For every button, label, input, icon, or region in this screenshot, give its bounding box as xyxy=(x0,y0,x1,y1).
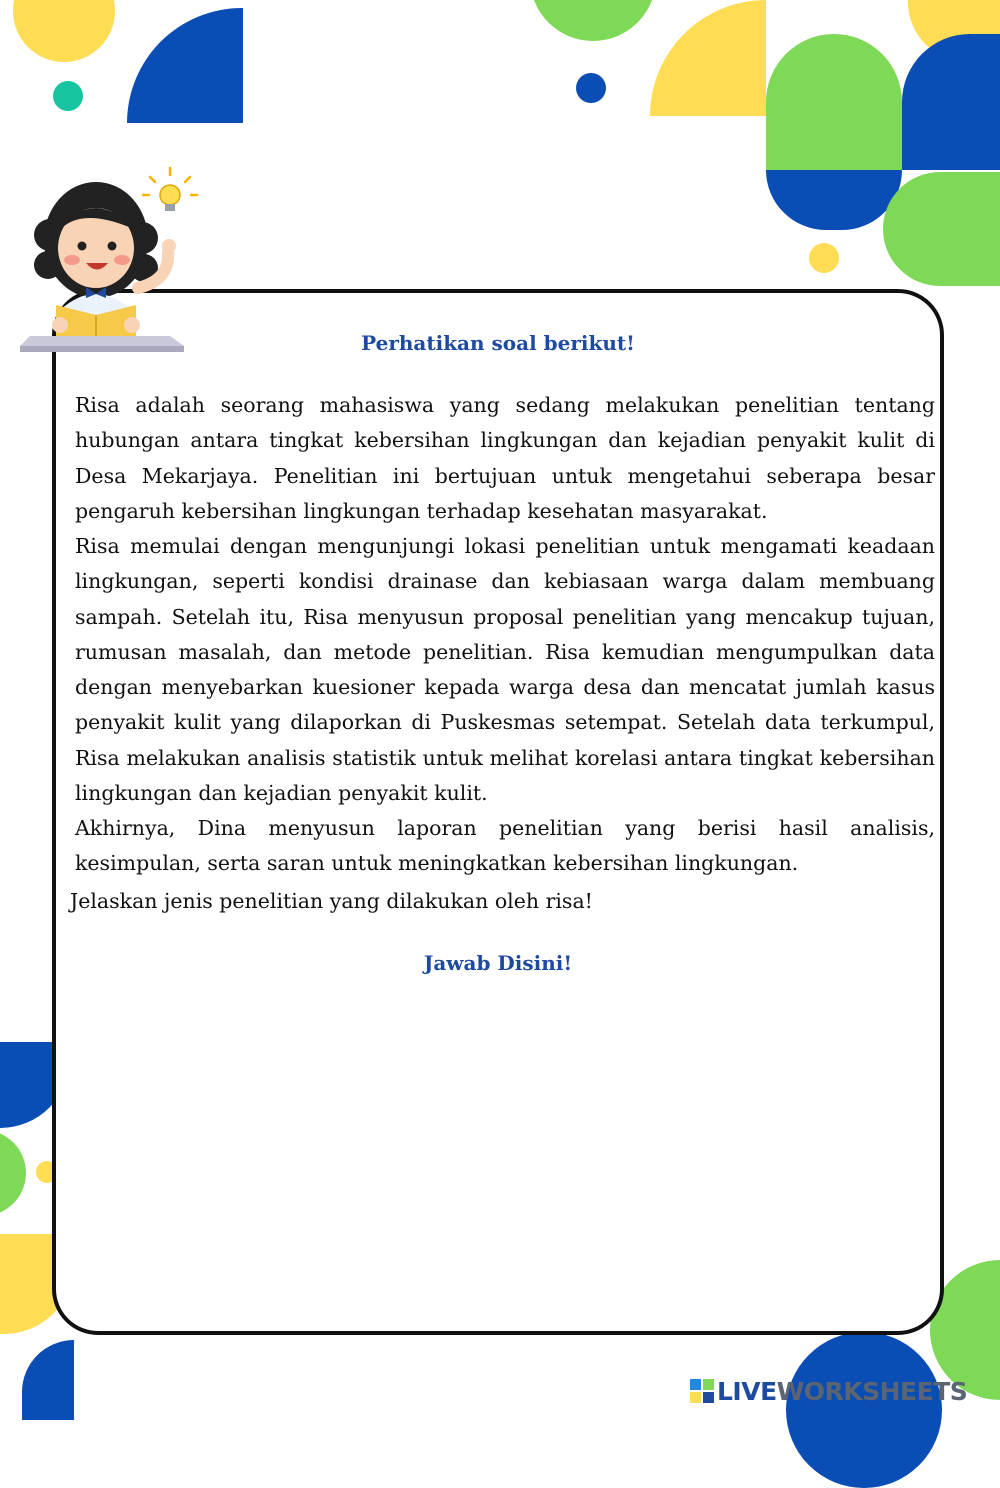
page-title: Perhatikan soal berikut! xyxy=(361,331,635,355)
decor-green-half-right xyxy=(883,172,1000,286)
story-paragraph-2: Risa memulai dengan mengunjungi lokasi penelitian untuk mengamati keadaan lingkungan, seperti kondisi drainase dan kebiasaan warga dalam membuang sampah. Setelah itu, Risa menyusun proposal penelitian yang mencakup tujuan, rumusan masalah, dan metode penelitian. Risa kemudian mengumpulkan data dengan menyebarkan kuesioner kepada warga desa dan mencatat jumlah kasus penyakit kulit yang dilaporkan di Puskesmas setempat. Setelah data terkumpul, Risa melakukan analisis statistik untuk melihat korelasi antara tingkat kebersihan lingkungan dan kejadian penyakit kulit. xyxy=(75,534,935,806)
decor-yellow-semicircle-top-left xyxy=(13,0,115,62)
story-paragraph-3: Akhirnya, Dina menyusun laporan penelitian yang berisi hasil analisis, kesimpulan, serta saran untuk meningkatkan kebersihan lingkungan. xyxy=(75,816,935,876)
answer-label: Jawab Disini! xyxy=(423,951,573,975)
decor-teal-dot xyxy=(53,81,83,111)
liveworksheets-logo[interactable] xyxy=(690,1371,967,1411)
decor-green-circle-top xyxy=(530,0,656,41)
logo-text-worksheets: WORKSHEETS xyxy=(776,1376,968,1406)
girl-reading-illustration xyxy=(20,160,200,360)
decor-blue-block-left xyxy=(22,1340,74,1420)
decor-blue-dot-top xyxy=(576,73,606,103)
logo-grid-icon xyxy=(690,1379,714,1403)
decor-yellow-dot-right xyxy=(809,243,839,273)
answer-area[interactable] xyxy=(72,995,924,1315)
decor-blue-half-right xyxy=(766,170,902,230)
logo-text-live: LIVE xyxy=(717,1376,777,1406)
girl-reading-icon xyxy=(20,160,200,360)
decor-blue-pill-right xyxy=(902,34,1000,170)
decor-green-circle-left xyxy=(0,1130,26,1216)
decor-green-pill-right xyxy=(766,34,902,170)
decor-blue-quarter-top-left xyxy=(127,8,243,123)
story-paragraph-1: Risa adalah seorang mahasiswa yang sedang melakukan penelitian tentang hubungan antara tingkat kebersihan lingkungan dan kejadian penyakit kulit di Desa Mekarjaya. Penelitian ini bertujuan untuk mengetahui seberapa besar pengaruh kebersihan lingkungan terhadap kesehatan masyarakat. xyxy=(75,393,935,523)
decor-yellow-quarter-top xyxy=(650,0,766,116)
question-text: Jelaskan jenis penelitian yang dilakukan oleh risa! xyxy=(70,889,593,913)
